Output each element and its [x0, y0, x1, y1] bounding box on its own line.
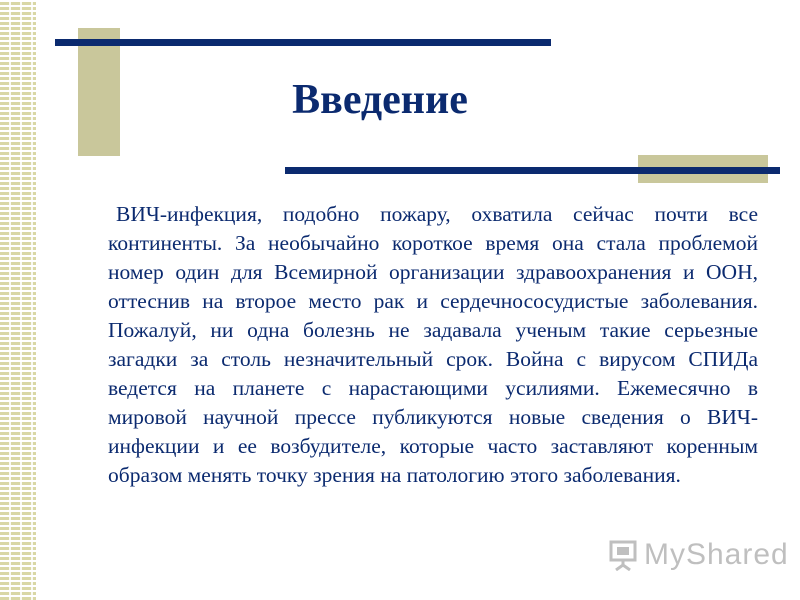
- left-striped-border: [0, 0, 36, 600]
- slide-body-text: ВИЧ-инфекция, подобно пожару, охватила сейчас почти все континенты. За необычайно короткое время она стала проблемой номер один для Всемирной организации здравоохранения и ООН, оттеснив на второе место рак и сердечнососудистые заболевания. Пожалуй, ни одна болезнь не задавала ученым такие серьезные загадки за столь незначительный срок. Война с вирусом СПИДа ведется на планете с нарастающими усилиями. Ежемесячно в мировой научной прессе публикуются новые сведения о ВИЧ-инфекции и ее возбудителе, которые часто заставляют коренным образом менять точку зрения на патологию этого заболевания.: [108, 202, 758, 487]
- watermark-logo: [608, 538, 789, 572]
- navy-decor-bar-top: [55, 39, 551, 46]
- presentation-board-icon: [608, 539, 638, 571]
- watermark-text: MyShared: [644, 538, 789, 571]
- olive-decor-block-top: [78, 28, 120, 156]
- navy-decor-bar-bottom: [285, 167, 780, 174]
- slide-title: Введение: [292, 77, 468, 123]
